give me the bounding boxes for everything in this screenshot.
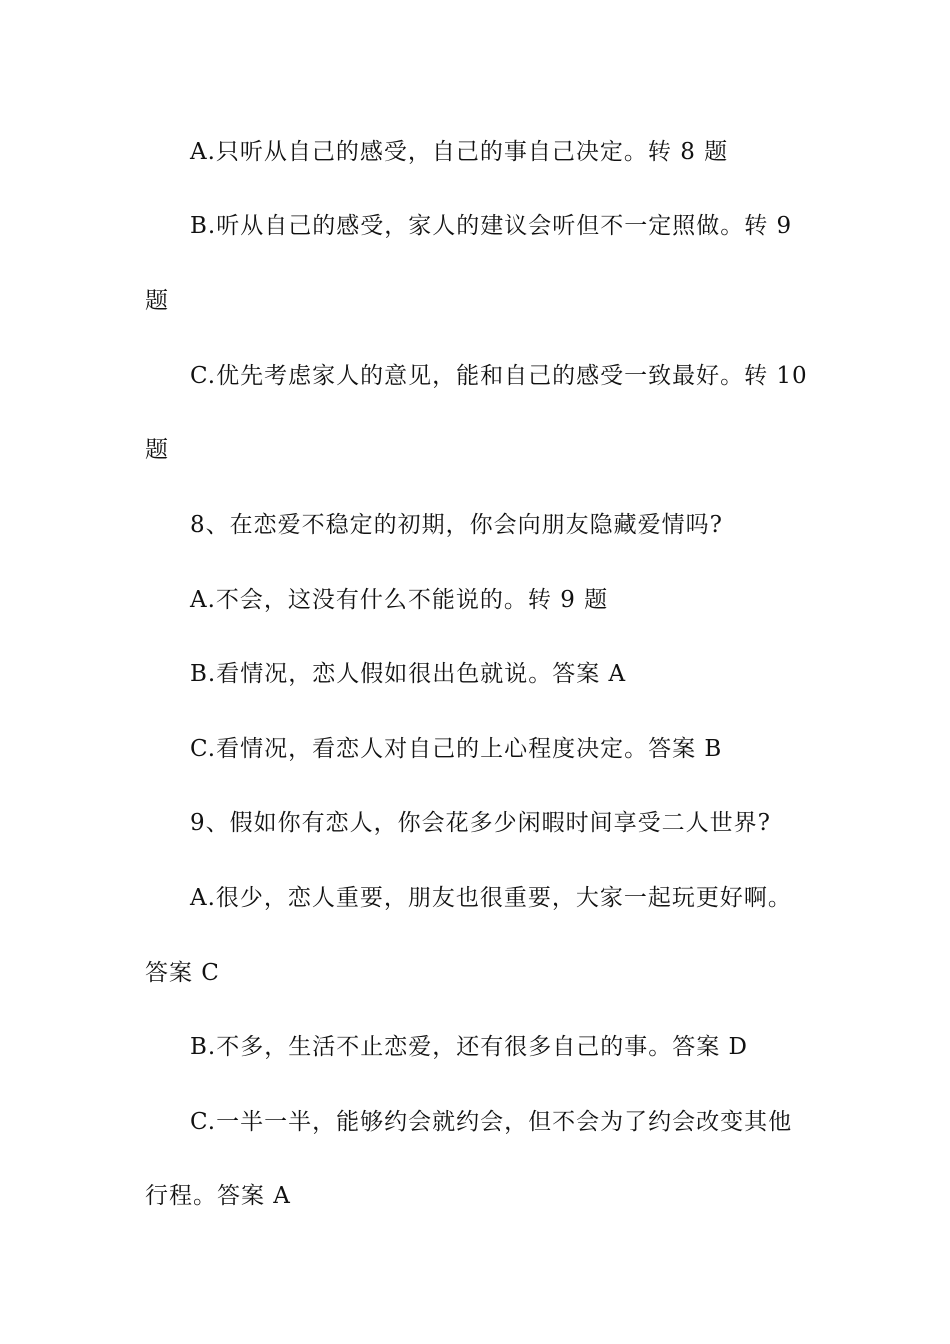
question-8: 8、在恋爱不稳定的初期，你会向朋友隐藏爱情吗? [190, 512, 723, 538]
question-9: 9、假如你有恋人，你会花多少闲暇时间享受二人世界? [190, 810, 771, 836]
option-8c: C.看情况，看恋人对自己的上心程度决定。答案 B [190, 736, 723, 762]
option-7c-continuation: 题 [145, 437, 169, 463]
option-7b-continuation: 题 [145, 288, 169, 314]
option-9b: B.不多，生活不止恋爱，还有很多自己的事。答案 D [190, 1034, 748, 1060]
option-9a: A.很少，恋人重要，朋友也很重要，大家一起玩更好啊。 [190, 885, 792, 911]
option-9c-continuation: 行程。答案 A [145, 1183, 291, 1209]
option-7b: B.听从自己的感受，家人的建议会听但不一定照做。转 9 [190, 213, 793, 239]
option-7a: A.只听从自己的感受，自己的事自己决定。转 8 题 [190, 139, 729, 165]
option-7c: C.优先考虑家人的意见，能和自己的感受一致最好。转 10 [190, 363, 808, 389]
option-8a: A.不会，这没有什么不能说的。转 9 题 [190, 587, 609, 613]
option-8b: B.看情况，恋人假如很出色就说。答案 A [190, 661, 627, 687]
option-9c: C.一半一半，能够约会就约会，但不会为了约会改变其他 [190, 1109, 793, 1135]
option-9a-continuation: 答案 C [145, 960, 220, 986]
